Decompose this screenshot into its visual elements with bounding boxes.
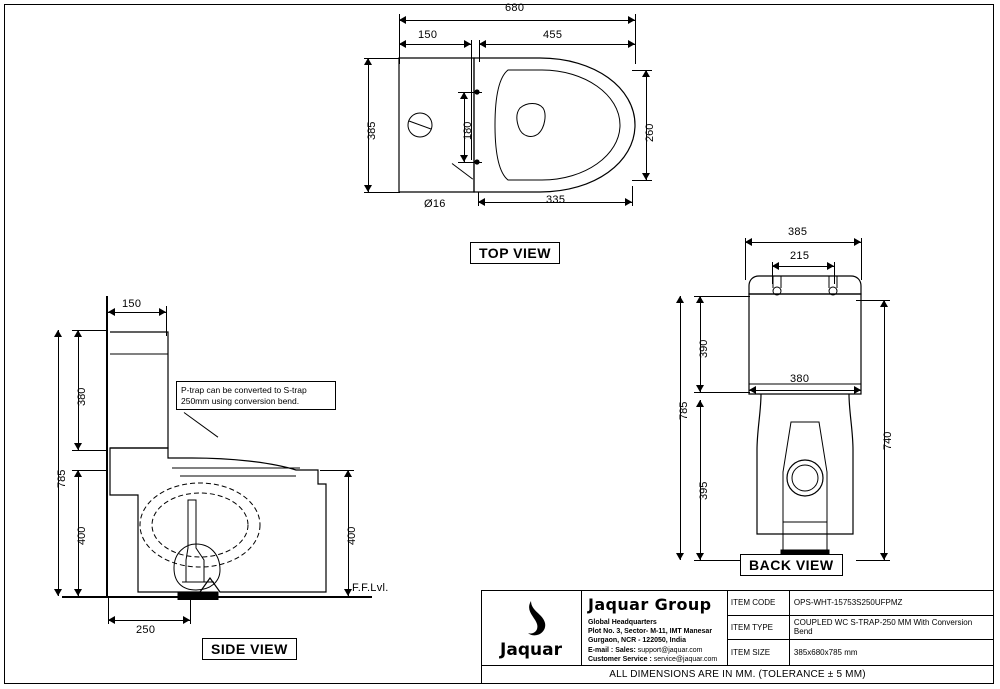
- arrow-455-right: [628, 40, 635, 48]
- company-info: [582, 591, 728, 665]
- arrow-380-up: [74, 330, 82, 337]
- arrow-785-side-up: [54, 330, 62, 337]
- floor-level-label: F.F.Lvl.: [352, 582, 389, 594]
- dim-400-left-text: 400: [76, 526, 88, 545]
- spec-label-item-size: ITEM SIZE: [728, 640, 790, 665]
- dim-455-text: 455: [543, 29, 563, 41]
- top-view-label: TOP VIEW: [470, 242, 560, 264]
- arrow-250-left: [108, 616, 115, 624]
- arrow-250-right: [183, 616, 190, 624]
- dim-line-150-side: [108, 312, 166, 313]
- table-row: [728, 616, 993, 641]
- arrow-385-down: [364, 185, 372, 192]
- dim-380-back-text: 380: [790, 373, 810, 385]
- spec-value-item-size: 385x680x785 mm: [793, 647, 858, 657]
- back-view-label: BACK VIEW: [740, 554, 843, 576]
- title-block: [481, 590, 994, 684]
- dim-line-150: [399, 44, 471, 45]
- company-address-2: Gurgaon, NCR - 122050, India: [587, 637, 686, 645]
- dim-line-380-back: [749, 390, 861, 391]
- ext-335-right: [632, 186, 633, 206]
- service-label: Customer Service :: [587, 656, 652, 664]
- dim-dia16-text: Ø16: [424, 198, 446, 210]
- spec-label-item-code: ITEM CODE: [728, 591, 790, 615]
- note-line-2: 250mm using conversion bend.: [181, 395, 300, 406]
- side-view-outline: [100, 320, 350, 600]
- ext-390-bottom: [694, 392, 750, 393]
- arrow-150-side-right: [159, 308, 166, 316]
- arrow-400-right-up: [344, 470, 352, 477]
- spec-label-item-type: ITEM TYPE: [728, 616, 790, 640]
- dim-260-text: 260: [644, 123, 656, 142]
- company-hq: Global Headquarters: [587, 618, 657, 626]
- arrow-150-left: [399, 40, 406, 48]
- dim-180-text: 180: [462, 121, 474, 140]
- dim-215-text: 215: [790, 250, 810, 262]
- dim-395-text: 395: [698, 481, 710, 500]
- arrow-260-down: [642, 173, 650, 180]
- arrow-785-side-down: [54, 589, 62, 596]
- dim-785-side-text: 785: [56, 469, 68, 488]
- arrow-150-right: [464, 40, 471, 48]
- ext-740-bottom: [856, 560, 890, 561]
- arrow-180-up: [460, 92, 468, 99]
- table-row: [728, 591, 993, 616]
- ext-250-right: [190, 598, 191, 624]
- dim-390-text: 390: [698, 339, 710, 358]
- back-view-outline: [735, 272, 875, 572]
- dim-line-215: [772, 266, 834, 267]
- side-view-label: SIDE VIEW: [202, 638, 297, 660]
- email-label: E-mail : Sales:: [587, 646, 636, 654]
- svg-text:Jaquar: Jaquar: [500, 639, 563, 659]
- tolerance-note: ALL DIMENSIONS ARE IN MM. (TOLERANCE ± 5 MM): [482, 665, 993, 683]
- arrow-740-up: [880, 300, 888, 307]
- ext-180-top: [458, 92, 482, 93]
- arrow-385-back-right: [854, 238, 861, 246]
- arrow-380-back-right: [854, 386, 861, 394]
- dim-250-text: 250: [136, 624, 156, 636]
- table-row: [728, 640, 993, 665]
- ext-380-bottom: [72, 450, 108, 451]
- spec-value-item-code: OPS-WHT-15753S250UFPMZ: [793, 598, 903, 608]
- jaquar-logo-mark: [495, 597, 567, 659]
- dim-line-385-back: [745, 242, 861, 243]
- arrow-335-left: [478, 198, 485, 206]
- arrow-380-down: [74, 443, 82, 450]
- company-name: Jaquar Group: [587, 595, 712, 614]
- dim-line-250: [108, 620, 190, 621]
- arrow-380-back-left: [749, 386, 756, 394]
- dim-740-text: 740: [882, 431, 894, 450]
- arrow-215-right: [827, 262, 834, 270]
- email-value: support@jaquar.com: [637, 646, 703, 654]
- spec-table: [728, 591, 993, 665]
- arrow-335-right: [625, 198, 632, 206]
- arrow-400-left-down: [74, 589, 82, 596]
- service-value: service@jaquar.com: [653, 656, 718, 664]
- dim-385-back-text: 385: [788, 226, 808, 238]
- arrow-260-up: [642, 70, 650, 77]
- arrow-680-right: [628, 16, 635, 24]
- arrow-740-down: [880, 553, 888, 560]
- arrow-785-back-down: [676, 553, 684, 560]
- arrow-400-left-up: [74, 470, 82, 477]
- ext-385-bottom: [364, 192, 400, 193]
- arrow-455-left: [479, 40, 486, 48]
- jaquar-logo: [482, 591, 582, 665]
- dim-380-text: 380: [76, 387, 88, 406]
- arrow-215-left: [772, 262, 779, 270]
- dim-line-785-back: [680, 296, 681, 560]
- arrow-385-back-left: [745, 238, 752, 246]
- ext-260-bottom: [632, 180, 652, 181]
- company-address-1: Plot No. 3, Sector- M-11, IMT Manesar: [587, 628, 713, 636]
- dim-785-back-text: 785: [678, 401, 690, 420]
- note-line-1: P-trap can be converted to S-trap: [181, 385, 307, 395]
- arrow-395-down: [696, 553, 704, 560]
- arrow-785-back-up: [676, 296, 684, 303]
- arrow-400-right-down: [344, 589, 352, 596]
- arrow-680-left: [399, 16, 406, 24]
- spec-value-item-type: COUPLED WC S-TRAP-250 MM With Conversion Bend: [793, 618, 973, 637]
- conversion-note: [176, 381, 336, 410]
- dim-680-text: 680: [505, 2, 525, 14]
- dim-400-right-text: 400: [346, 526, 358, 545]
- dim-385-top-text: 385: [366, 121, 378, 140]
- dim-150-side-text: 150: [122, 298, 142, 310]
- arrow-180-down: [460, 155, 468, 162]
- arrow-150-side-left: [108, 308, 115, 316]
- arrow-385-up: [364, 58, 372, 65]
- dim-150-text: 150: [418, 29, 438, 41]
- company-service: [588, 655, 723, 664]
- dim-335-text: 335: [546, 194, 566, 206]
- dim-line-740: [884, 300, 885, 560]
- dim-line-680: [399, 20, 635, 21]
- ext-180-bottom: [458, 162, 482, 163]
- company-email: [588, 646, 723, 655]
- arrow-390-down: [696, 385, 704, 392]
- arrow-390-up: [696, 296, 704, 303]
- arrow-395-up: [696, 400, 704, 407]
- title-block-top: [482, 591, 993, 665]
- dim-line-395: [700, 400, 701, 560]
- top-view-outline: [380, 50, 650, 200]
- dim-line-785-side: [58, 330, 59, 596]
- dim-line-455: [479, 44, 635, 45]
